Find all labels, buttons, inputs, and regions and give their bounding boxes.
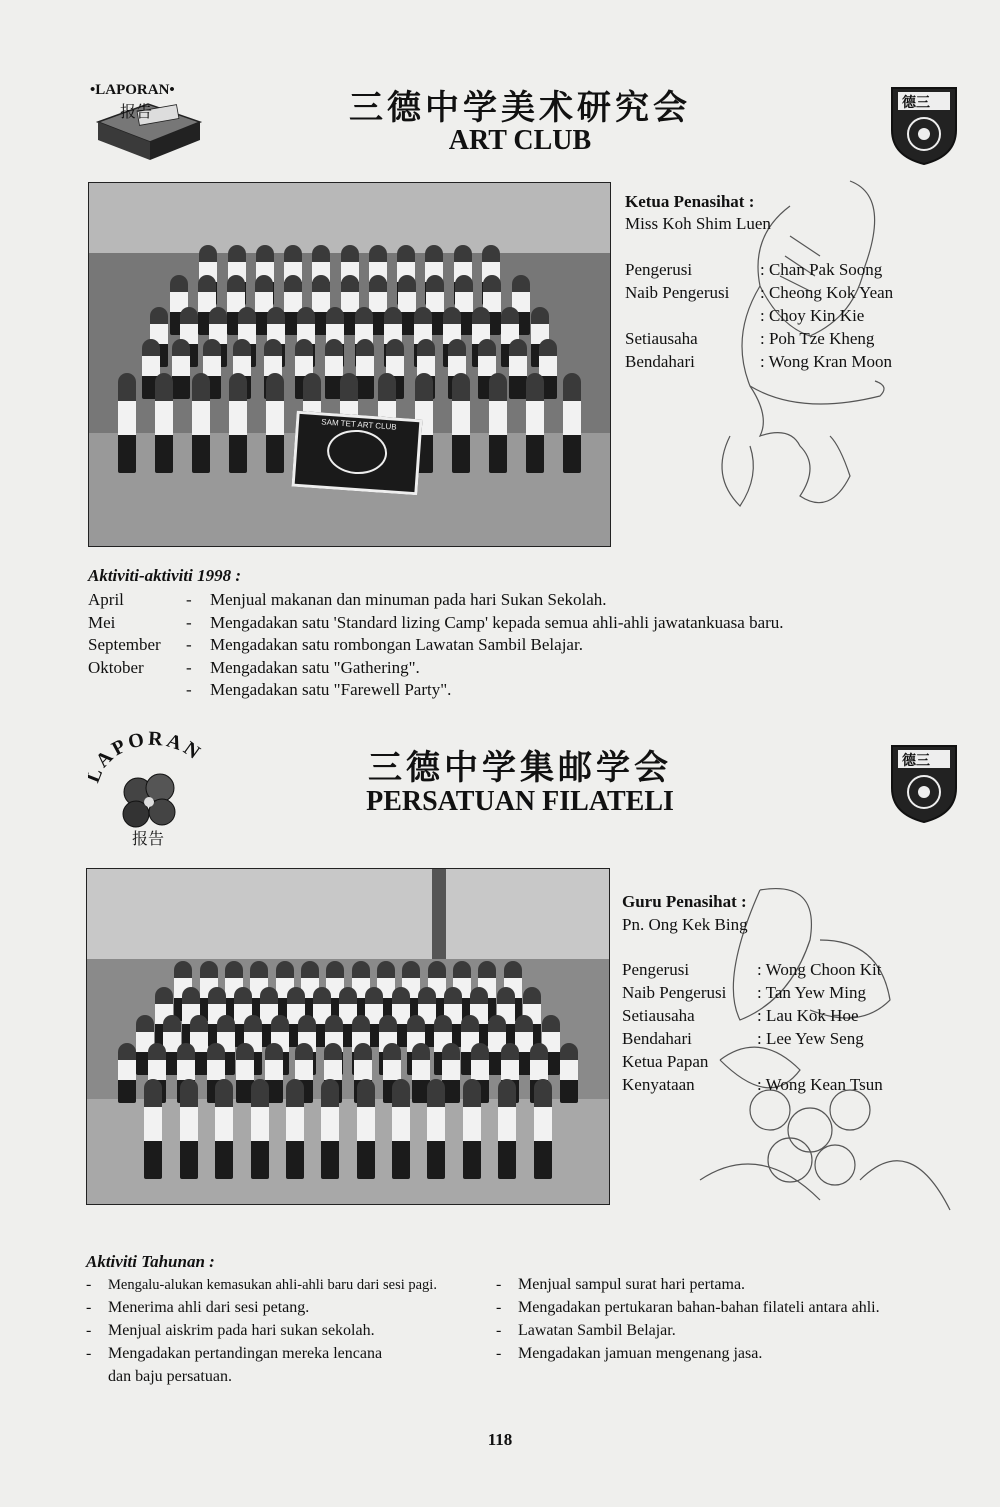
committee-row: Naib Pengerusi : Tan Yew Ming bbox=[622, 983, 867, 1002]
activities-right-list bbox=[496, 1274, 966, 1369]
activities-heading: Aktiviti Tahunan : bbox=[86, 1252, 215, 1271]
title-chinese-art: 三德中学美术研究会 bbox=[349, 88, 691, 128]
list-item-continuation: dan baju persatuan. bbox=[108, 1368, 232, 1385]
title-chinese-filateli: 三德中学集邮学会 bbox=[368, 748, 672, 788]
crest-text: 德三 bbox=[902, 95, 930, 111]
list-item: - Mengalu-alukan kemasukan ahli-ahli baru dari sesi pagi. bbox=[86, 1276, 437, 1293]
title-english-art: ART CLUB bbox=[448, 125, 592, 156]
list-item: - Lawatan Sambil Belajar. bbox=[496, 1322, 676, 1339]
committee-row: Ketua Papan bbox=[622, 1052, 709, 1071]
list-item: - Menerima ahli dari sesi petang. bbox=[86, 1299, 310, 1316]
school-crest-icon bbox=[888, 742, 960, 824]
activity-row: Oktober - Mengadakan satu "Gathering". bbox=[88, 657, 420, 677]
activities-heading: Aktiviti-aktiviti 1998 : bbox=[88, 566, 241, 585]
activity-row: September - Mengadakan satu rombongan Lawatan Sambil Belajar. bbox=[88, 635, 583, 654]
art-club-info bbox=[625, 190, 955, 380]
committee-row: Pengerusi : Chan Pak Soong bbox=[625, 260, 883, 279]
list-item: - Mengadakan pertandingan mereka lencana bbox=[86, 1345, 383, 1362]
crest-text: 德三 bbox=[902, 753, 930, 769]
advisor-name: Pn. Ong Kek Bing bbox=[622, 915, 748, 934]
activities-left-list bbox=[86, 1274, 486, 1389]
page-number: 118 bbox=[487, 1430, 513, 1449]
activity-row: Mei - Mengadakan satu 'Standard lizing Camp' kepada semua ahli-ahli jawatankuasa baru. bbox=[88, 612, 784, 632]
activity-row: April - Menjual makanan dan minuman pada hari Sukan Sekolah. bbox=[88, 590, 607, 609]
activities-list bbox=[88, 589, 888, 704]
laporan-badge: •LAPORAN• bbox=[90, 82, 175, 98]
art-club-group-photo bbox=[88, 182, 611, 547]
committee-row: Bendahari : Lee Yew Seng bbox=[622, 1029, 864, 1048]
committee-row: Kenyataan : Wong Kean Tsun bbox=[622, 1075, 883, 1094]
committee-row: Bendahari : Wong Kran Moon bbox=[625, 352, 892, 371]
list-item: - Menjual sampul surat hari pertama. bbox=[496, 1276, 746, 1293]
school-crest-icon bbox=[888, 84, 960, 166]
committee-row: Setiausaha : Lau Kok Hoe bbox=[622, 1006, 859, 1025]
laporan-logo-top bbox=[88, 82, 228, 164]
committee-row: Setiausaha : Poh Tze Kheng bbox=[625, 329, 875, 348]
committee-row: Pengerusi : Wong Choon Kit bbox=[622, 960, 882, 979]
art-club-banner: SAM TET ART CLUB bbox=[292, 411, 423, 496]
filateli-info bbox=[622, 890, 952, 1095]
activity-row: - Mengadakan satu "Farewell Party". bbox=[186, 680, 452, 699]
committee-row: Naib Pengerusi : Cheong Kok Yean bbox=[625, 283, 894, 302]
laporan-chinese: 报告 bbox=[120, 102, 153, 121]
advisor-name: Miss Koh Shim Luen bbox=[625, 214, 771, 233]
advisor-label: Guru Penasihat : bbox=[622, 892, 747, 911]
list-item: - Menjual aiskrim pada hari sukan sekolah. bbox=[86, 1322, 375, 1339]
committee-row: : Choy Kin Kie bbox=[760, 306, 865, 325]
title-english-filateli: PERSATUAN FILATELI bbox=[366, 786, 674, 817]
laporan-logo-flower bbox=[88, 730, 218, 850]
filateli-group-photo bbox=[86, 868, 610, 1205]
list-item: - Mengadakan pertukaran bahan-bahan filateli antara ahli. bbox=[496, 1299, 880, 1316]
advisor-label: Ketua Penasihat : bbox=[625, 192, 755, 211]
laporan-chinese: 报告 bbox=[132, 829, 165, 848]
svg-text:LAPORAN: APORAN bbox=[91, 730, 207, 772]
list-item: - Mengadakan jamuan mengenang jasa. bbox=[496, 1345, 763, 1362]
